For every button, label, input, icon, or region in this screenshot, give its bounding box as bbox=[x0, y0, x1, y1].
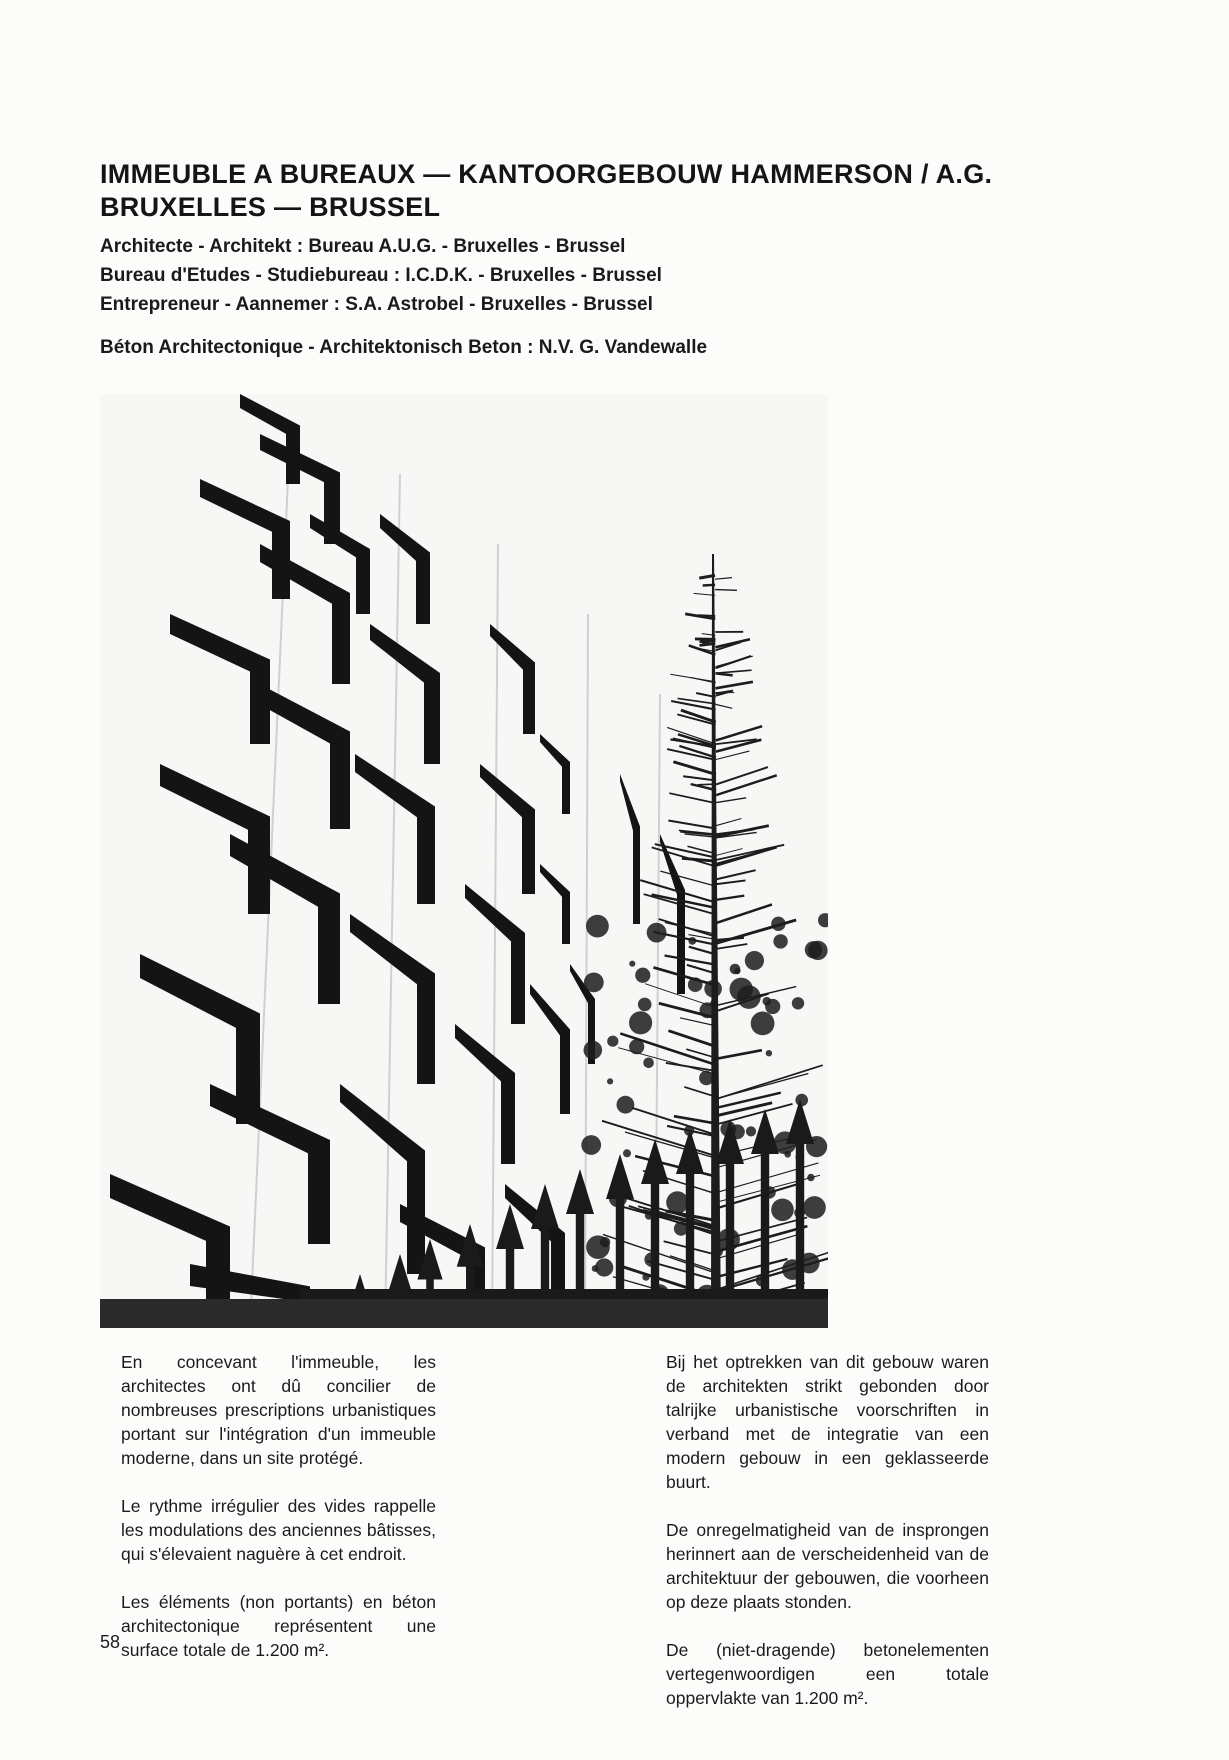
tree-foliage bbox=[592, 1265, 599, 1272]
tree-foliage bbox=[647, 923, 667, 943]
paragraph: Le rythme irrégulier des vides rappelle les modulations des anciennes bâtisses, qui s'élevaient naguère à cet endroit. bbox=[121, 1496, 436, 1564]
tree-foliage bbox=[751, 1012, 775, 1036]
tree-foliage bbox=[763, 997, 772, 1006]
tree-foliage bbox=[642, 1274, 649, 1281]
paragraph: Les éléments (non portants) en béton architectonique représentent une surface totale de 1.200 m². bbox=[121, 1592, 436, 1660]
tree-foliage bbox=[704, 980, 722, 998]
tree-foliage bbox=[623, 1149, 631, 1157]
title-line-2: BRUXELLES — BRUSSEL bbox=[100, 192, 441, 222]
tree-foliage bbox=[688, 977, 703, 992]
tree-foliage bbox=[584, 973, 604, 993]
tree-foliage bbox=[699, 1071, 713, 1085]
paragraph: De (niet-dragende) betonelementen vertegenwoordigen een totale oppervlakte van 1.200 m². bbox=[666, 1640, 989, 1708]
tree-foliage bbox=[581, 1135, 601, 1155]
credit-contractor: Entrepreneur - Aannemer : S.A. Astrobel - Bruxelles - Brussel bbox=[100, 294, 653, 315]
tree-foliage bbox=[666, 1191, 688, 1213]
tree-foliage bbox=[807, 1174, 814, 1181]
tree-foliage bbox=[771, 917, 785, 931]
text-column-dutch bbox=[666, 1350, 989, 1734]
tree-foliage bbox=[635, 968, 650, 983]
tree-foliage bbox=[688, 937, 696, 945]
tree-foliage bbox=[773, 934, 787, 948]
credit-concrete: Béton Architectonique - Architektonisch Beton : N.V. G. Vandewalle bbox=[100, 337, 708, 358]
tree-foliage bbox=[792, 997, 804, 1009]
tree-foliage bbox=[584, 1041, 603, 1060]
title-line-1: IMMEUBLE A BUREAUX — KANTOORGEBOUW HAMMERSON / A.G. bbox=[100, 159, 993, 189]
tree-branch bbox=[698, 615, 715, 616]
page-title bbox=[100, 158, 992, 224]
tree-foliage bbox=[737, 985, 761, 1009]
tree-foliage bbox=[730, 964, 741, 975]
tree-foliage bbox=[771, 1199, 794, 1222]
tree-foliage bbox=[746, 1126, 756, 1136]
tree-foliage bbox=[643, 1058, 654, 1069]
credit-architect: Architecte - Architekt : Bureau A.U.G. - Bruxelles - Brussel bbox=[100, 236, 626, 257]
tree-foliage bbox=[745, 951, 764, 970]
tree-branch bbox=[698, 784, 716, 785]
tree-foliage bbox=[586, 915, 609, 938]
tree-foliage bbox=[808, 941, 827, 960]
tree-foliage bbox=[607, 1036, 618, 1047]
tree-branch bbox=[703, 585, 715, 586]
paragraph: De onregelmatigheid van de insprongen herinnert aan de verscheidenheid van de architektuur der gebouwen, die voorheen op deze plaats stonden. bbox=[666, 1520, 989, 1612]
tree-foliage bbox=[638, 998, 652, 1012]
tree-foliage bbox=[710, 1000, 718, 1008]
tree-branch bbox=[699, 644, 715, 646]
tree-foliage bbox=[803, 1196, 826, 1219]
credit-study-bureau: Bureau d'Etudes - Studiebureau : I.C.D.K. - Bruxelles - Brussel bbox=[100, 265, 662, 286]
tree-foliage bbox=[617, 1096, 635, 1114]
paragraph: En concevant l'immeuble, les architectes ont dû concilier de nombreuses prescriptions urbanistiques portant sur l'intégration d'un immeuble moderne, dans un site protégé. bbox=[121, 1352, 436, 1468]
tree-branch bbox=[715, 590, 737, 591]
building-facade-photo bbox=[100, 394, 828, 1328]
tree-foliage bbox=[600, 1237, 610, 1247]
paragraph: Bij het optrekken van dit gebouw waren de architekten strikt gebonden door talrijke urbanistische voorschriften in verband met de integratie van een modern gebouw in een geklasseerde buurt. bbox=[666, 1352, 989, 1492]
text-column-french bbox=[121, 1350, 436, 1686]
tree-foliage bbox=[629, 961, 635, 967]
page-number: 58 bbox=[100, 1632, 121, 1652]
project-credits bbox=[100, 232, 662, 319]
fence-rail bbox=[300, 1289, 828, 1299]
tree-foliage bbox=[766, 1050, 772, 1056]
tree-foliage bbox=[629, 1039, 644, 1054]
tree-foliage bbox=[607, 1078, 613, 1084]
tree-foliage bbox=[629, 1011, 652, 1034]
